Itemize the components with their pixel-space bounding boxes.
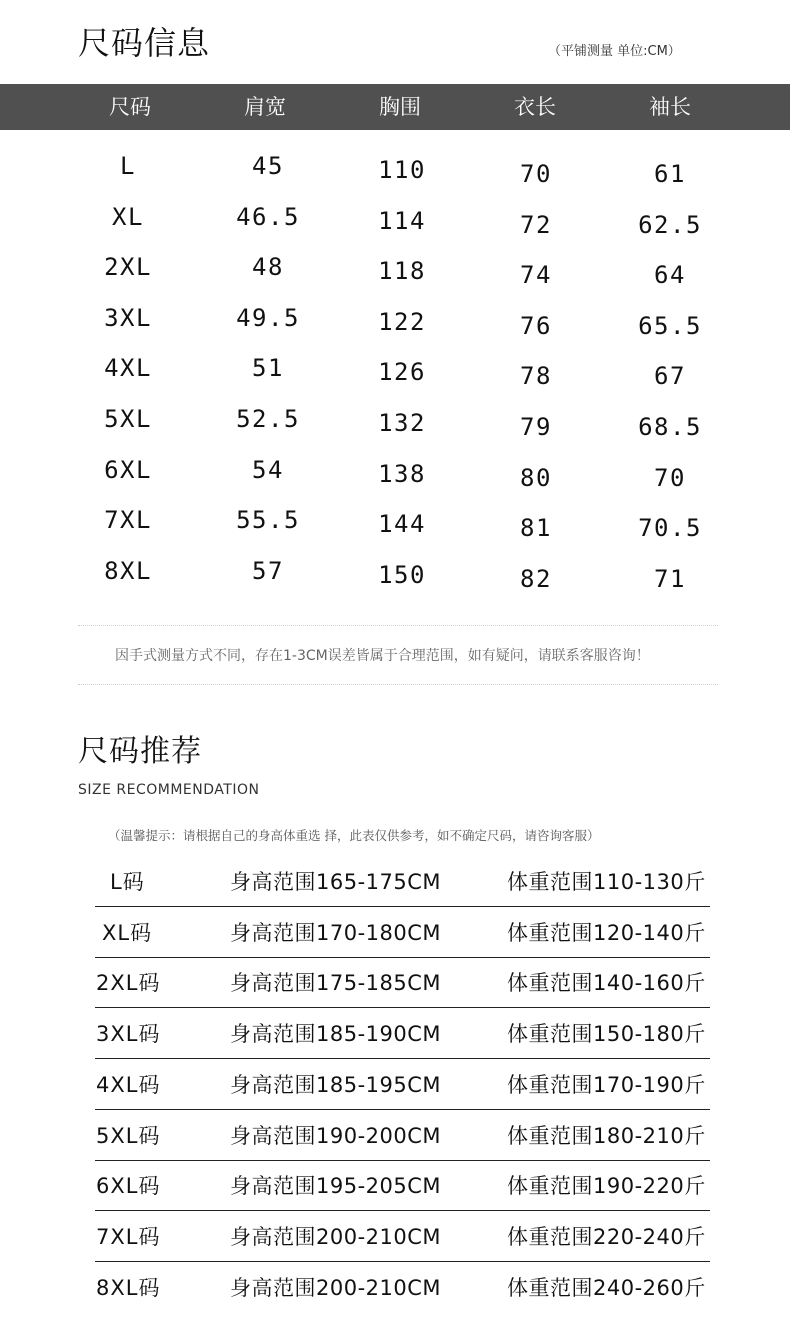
cell-length: 72 xyxy=(520,210,552,239)
cell-length: 74 xyxy=(520,261,552,290)
cell-shoulder: 51 xyxy=(252,354,284,383)
cell-sleeve: 70.5 xyxy=(638,514,702,543)
cell-sleeve: 65.5 xyxy=(638,311,702,340)
rec-height-range: 身高范围200-210CM xyxy=(230,1224,442,1249)
size-rec-row xyxy=(0,1120,790,1170)
cell-shoulder: 49.5 xyxy=(236,303,300,332)
cell-length: 79 xyxy=(520,413,552,441)
size-table-row xyxy=(0,203,790,243)
header-sleeve: 袖长 xyxy=(649,95,691,119)
size-rec-title: 尺码推荐 xyxy=(78,734,202,769)
size-table-header xyxy=(0,84,790,130)
cell-length: 80 xyxy=(520,463,552,492)
rec-height-range: 身高范围200-210CM xyxy=(230,1275,442,1300)
size-rec-row xyxy=(0,866,790,916)
cell-shoulder: 46.5 xyxy=(236,202,300,231)
rec-size: 8XL码 xyxy=(96,1275,161,1300)
rec-size: 5XL码 xyxy=(96,1123,161,1148)
size-rec-row xyxy=(0,1069,790,1119)
cell-shoulder: 54 xyxy=(252,455,284,484)
size-table-row xyxy=(0,152,790,192)
rec-size: L码 xyxy=(110,870,145,894)
cell-size: 8XL xyxy=(104,556,152,585)
size-table-row xyxy=(0,456,790,496)
cell-shoulder: 52.5 xyxy=(236,405,300,433)
rec-height-range: 身高范围195-205CM xyxy=(230,1174,442,1199)
cell-size: 2XL xyxy=(104,253,152,282)
cell-chest: 150 xyxy=(378,560,426,589)
cell-chest: 110 xyxy=(378,156,426,184)
rec-height-range: 身高范围170-180CM xyxy=(230,920,442,945)
size-rec-row xyxy=(0,967,790,1017)
size-table-row xyxy=(0,506,790,546)
divider-bottom xyxy=(78,684,718,685)
rec-size: 6XL码 xyxy=(96,1174,161,1199)
header-size: 尺码 xyxy=(109,95,151,119)
cell-size: 5XL xyxy=(104,405,152,433)
cell-shoulder: 55.5 xyxy=(236,506,300,535)
rec-weight-range: 体重范围180-210斤 xyxy=(507,1123,706,1148)
cell-sleeve: 71 xyxy=(654,564,686,593)
header-shoulder: 肩宽 xyxy=(244,95,286,119)
rec-size: 3XL码 xyxy=(96,1022,161,1047)
cell-chest: 138 xyxy=(378,459,426,488)
cell-sleeve: 68.5 xyxy=(638,413,702,441)
cell-chest: 126 xyxy=(378,358,426,387)
size-info-title: 尺码信息 xyxy=(78,24,211,62)
size-table-row xyxy=(0,304,790,344)
cell-length: 78 xyxy=(520,362,552,391)
size-table-row xyxy=(0,354,790,394)
size-table-row xyxy=(0,405,790,445)
rec-size: 2XL码 xyxy=(96,971,161,996)
rec-size: XL码 xyxy=(102,920,153,945)
cell-shoulder: 45 xyxy=(252,152,284,180)
size-table-row xyxy=(0,253,790,293)
rec-row-divider xyxy=(95,1210,710,1211)
rec-weight-range: 体重范围240-260斤 xyxy=(507,1275,706,1300)
divider-top xyxy=(78,625,718,626)
cell-chest: 114 xyxy=(378,206,426,235)
size-rec-subtitle: SIZE RECOMMENDATION xyxy=(78,782,260,798)
size-rec-row xyxy=(0,917,790,967)
size-rec-row xyxy=(0,1272,790,1322)
cell-length: 70 xyxy=(520,160,552,188)
rec-row-divider xyxy=(95,957,710,958)
cell-sleeve: 61 xyxy=(654,160,686,188)
rec-weight-range: 体重范围120-140斤 xyxy=(507,920,706,945)
measure-disclaimer: 因手式测量方式不同，存在1-3CM误差皆属于合理范围，如有疑问，请联系客服咨询！ xyxy=(115,648,650,664)
rec-row-divider xyxy=(95,1058,710,1059)
cell-chest: 118 xyxy=(378,257,426,286)
cell-sleeve: 64 xyxy=(654,261,686,290)
size-rec-row xyxy=(0,1018,790,1068)
rec-weight-range: 体重范围140-160斤 xyxy=(507,971,706,996)
cell-length: 82 xyxy=(520,564,552,593)
rec-row-divider xyxy=(95,1160,710,1161)
cell-size: XL xyxy=(112,202,144,231)
cell-length: 81 xyxy=(520,514,552,543)
rec-height-range: 身高范围165-175CM xyxy=(230,870,442,894)
rec-height-range: 身高范围185-195CM xyxy=(230,1072,442,1097)
cell-size: 4XL xyxy=(104,354,152,383)
measure-note: （平铺测量 单位:CM） xyxy=(548,44,681,59)
rec-height-range: 身高范围190-200CM xyxy=(230,1123,442,1148)
cell-chest: 122 xyxy=(378,307,426,336)
rec-weight-range: 体重范围110-130斤 xyxy=(507,870,706,894)
cell-chest: 144 xyxy=(378,510,426,539)
cell-sleeve: 62.5 xyxy=(638,210,702,239)
cell-sleeve: 70 xyxy=(654,463,686,492)
cell-chest: 132 xyxy=(378,409,426,437)
header-chest: 胸围 xyxy=(379,95,421,119)
header-length: 衣长 xyxy=(514,95,556,119)
cell-sleeve: 67 xyxy=(654,362,686,391)
rec-row-divider xyxy=(95,1109,710,1110)
rec-weight-range: 体重范围220-240斤 xyxy=(507,1224,706,1249)
rec-size: 4XL码 xyxy=(96,1072,161,1097)
cell-length: 76 xyxy=(520,311,552,340)
rec-weight-range: 体重范围150-180斤 xyxy=(507,1022,706,1047)
cell-shoulder: 57 xyxy=(252,556,284,585)
size-rec-row xyxy=(0,1221,790,1271)
rec-weight-range: 体重范围170-190斤 xyxy=(507,1072,706,1097)
rec-row-divider xyxy=(95,906,710,907)
size-rec-row xyxy=(0,1170,790,1220)
size-table-row xyxy=(0,557,790,597)
rec-row-divider xyxy=(95,1007,710,1008)
rec-height-range: 身高范围175-185CM xyxy=(230,971,442,996)
cell-shoulder: 48 xyxy=(252,253,284,282)
rec-row-divider xyxy=(95,1261,710,1262)
rec-height-range: 身高范围185-190CM xyxy=(230,1022,442,1047)
cell-size: 6XL xyxy=(104,455,152,484)
cell-size: 3XL xyxy=(104,303,152,332)
rec-weight-range: 体重范围190-220斤 xyxy=(507,1174,706,1199)
size-rec-tip: （温馨提示：请根据自己的身高体重选 择，此表仅供参考，如不确定尺码，请咨询客服） xyxy=(108,828,600,843)
cell-size: L xyxy=(120,152,136,180)
rec-size: 7XL码 xyxy=(96,1224,161,1249)
cell-size: 7XL xyxy=(104,506,152,535)
